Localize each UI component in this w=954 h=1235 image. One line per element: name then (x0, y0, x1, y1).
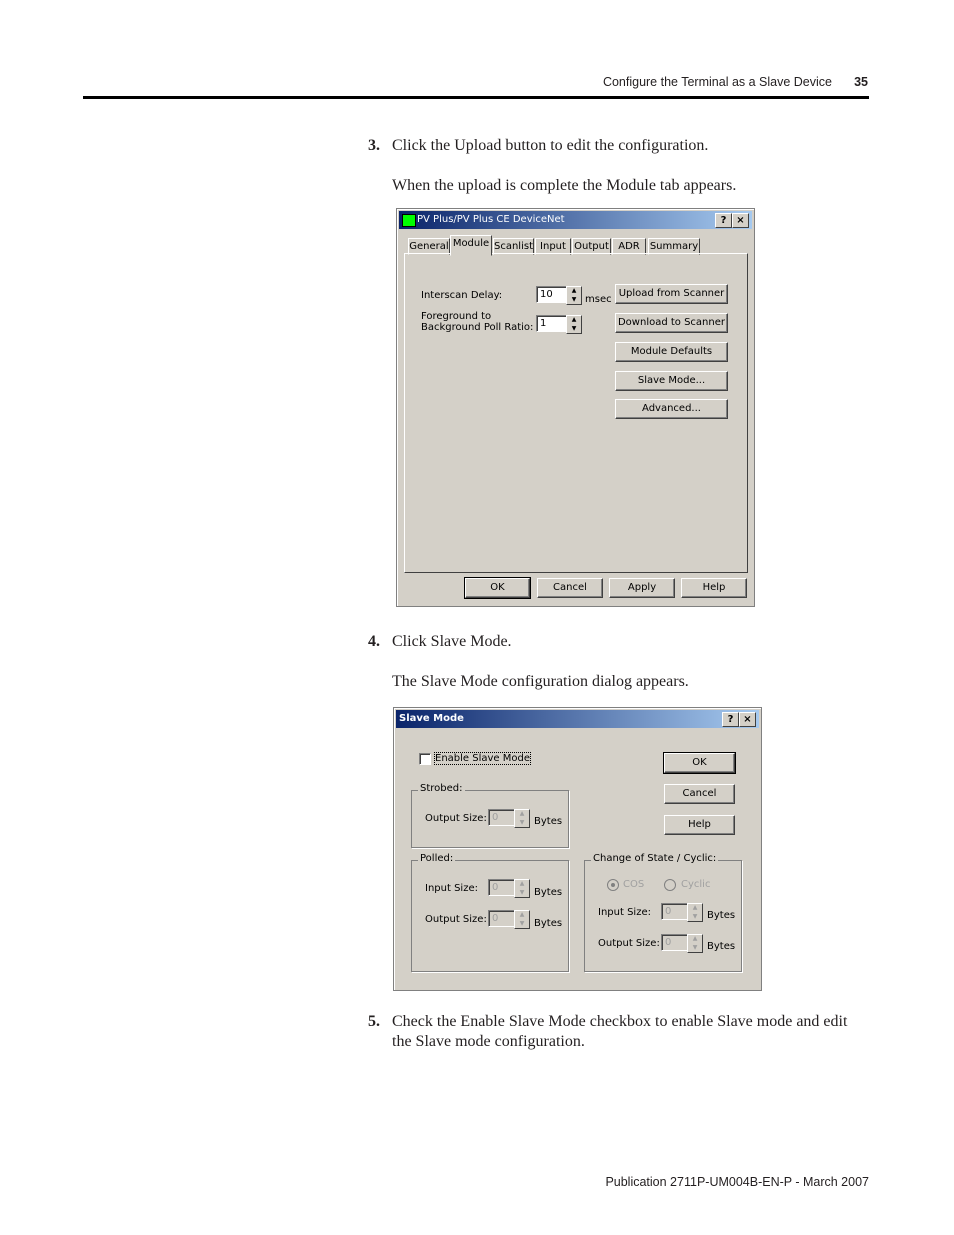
strobed-output-size-label: Output Size: (425, 813, 487, 824)
spin-down-icon[interactable]: ▼ (692, 943, 698, 951)
cos-output-size-input[interactable]: 0 (661, 934, 688, 951)
header-rule (83, 96, 869, 99)
strobed-output-spinner[interactable] (514, 809, 530, 828)
bytes-label: Bytes (534, 887, 563, 898)
cancel-button[interactable]: Cancel (664, 784, 735, 804)
dialog-title: Slave Mode (399, 713, 464, 724)
cos-input-spinner[interactable] (687, 903, 703, 922)
polled-group (411, 853, 569, 972)
slave-mode-button[interactable]: Slave Mode... (615, 371, 728, 391)
cos-radio[interactable] (607, 879, 619, 891)
help-icon[interactable]: ? (715, 213, 732, 228)
ok-button[interactable]: OK (465, 578, 530, 598)
app-icon (402, 214, 416, 227)
interscan-delay-input[interactable]: 10 (536, 286, 567, 303)
polled-output-spinner[interactable] (514, 910, 530, 929)
download-to-scanner-button[interactable]: Download to Scanner (615, 313, 728, 333)
strobed-output-size-input[interactable]: 0 (488, 809, 515, 826)
bytes-label: Bytes (707, 910, 736, 921)
enable-slave-mode-checkbox[interactable] (419, 753, 431, 765)
spin-up-icon[interactable]: ▲ (519, 911, 525, 918)
devicenet-dialog (396, 208, 755, 607)
bytes-label: Bytes (534, 918, 563, 929)
polled-title: Polled: (420, 853, 454, 864)
slave-mode-dialog (393, 707, 762, 991)
tab-summary[interactable]: Summary (648, 238, 700, 255)
module-tab-panel (404, 253, 748, 573)
cyclic-radio[interactable] (664, 879, 676, 891)
upload-from-scanner-button[interactable]: Upload from Scanner (615, 284, 728, 304)
step-number: 5. (368, 1013, 380, 1030)
advanced-button[interactable]: Advanced... (615, 399, 728, 419)
foreground-label: Foreground to (421, 311, 492, 322)
polled-input-spinner[interactable] (514, 879, 530, 898)
step-4-note: The Slave Mode configuration dialog appears. (392, 673, 689, 690)
step-number: 3. (368, 137, 380, 154)
tab-output[interactable]: Output (572, 238, 611, 255)
cos-output-spinner[interactable] (687, 934, 703, 953)
dialog-titlebar (396, 710, 759, 728)
polled-input-size-label: Input Size: (425, 883, 478, 894)
tab-scanlist[interactable]: Scanlist (493, 238, 534, 255)
cyclic-radio-label: Cyclic (681, 879, 711, 890)
poll-ratio-spinner[interactable] (566, 315, 582, 334)
spin-down-icon[interactable]: ▼ (519, 919, 525, 927)
spin-up-icon[interactable]: ▲ (692, 935, 698, 942)
help-button[interactable]: Help (681, 578, 747, 598)
close-icon[interactable]: × (739, 712, 756, 727)
polled-input-size-input[interactable]: 0 (488, 879, 515, 896)
spin-down-icon[interactable]: ▼ (692, 912, 698, 920)
msec-label: msec (585, 294, 612, 305)
page-number: 35 (854, 75, 868, 89)
publication-footer: Publication 2711P-UM004B-EN-P - March 2007 (605, 1175, 869, 1189)
step-text: Check the Enable Slave Mode checkbox to enable Slave mode and edit the Slave mode configuration. (392, 1013, 848, 1050)
step-text: Click Slave Mode. (392, 633, 512, 650)
spin-down-icon[interactable]: ▼ (519, 818, 525, 826)
close-icon[interactable]: × (732, 213, 749, 228)
spin-up-icon[interactable]: ▲ (692, 904, 698, 911)
apply-button[interactable]: Apply (609, 578, 675, 598)
running-header: Configure the Terminal as a Slave Device (602, 75, 832, 89)
spin-up-icon[interactable]: ▲ (571, 287, 577, 294)
strobed-group (411, 783, 569, 848)
cos-cyclic-group (584, 853, 742, 972)
module-defaults-button[interactable]: Module Defaults (615, 342, 728, 362)
bytes-label: Bytes (707, 941, 736, 952)
cos-input-size-label: Input Size: (598, 907, 651, 918)
dialog-title: PV Plus/PV Plus CE DeviceNet (417, 214, 565, 225)
step-number: 4. (368, 633, 380, 650)
step-3-note: When the upload is complete the Module tab appears. (392, 177, 737, 194)
cancel-button[interactable]: Cancel (537, 578, 603, 598)
spin-up-icon[interactable]: ▲ (519, 810, 525, 817)
poll-ratio-label: Background Poll Ratio: (421, 322, 534, 333)
spin-down-icon[interactable]: ▼ (519, 888, 525, 896)
strobed-title: Strobed: (420, 783, 463, 794)
bytes-label: Bytes (534, 816, 563, 827)
cos-cyclic-title: Change of State / Cyclic: (593, 853, 717, 864)
tab-general[interactable]: General (408, 238, 450, 255)
spin-down-icon[interactable]: ▼ (571, 324, 577, 332)
enable-slave-mode-label[interactable]: Enable Slave Mode (435, 753, 530, 764)
spin-up-icon[interactable]: ▲ (519, 880, 525, 887)
cos-output-size-label: Output Size: (598, 938, 660, 949)
help-button[interactable]: Help (664, 815, 735, 835)
ok-button[interactable]: OK (664, 753, 735, 773)
tab-input[interactable]: Input (535, 238, 571, 255)
spin-down-icon[interactable]: ▼ (571, 295, 577, 303)
poll-ratio-input[interactable]: 1 (536, 315, 567, 332)
polled-output-size-input[interactable]: 0 (488, 910, 515, 927)
dialog-titlebar (399, 211, 752, 229)
step-text: Click the Upload button to edit the configuration. (392, 137, 709, 154)
tab-adr[interactable]: ADR (612, 238, 646, 255)
help-icon[interactable]: ? (722, 712, 739, 727)
polled-output-size-label: Output Size: (425, 914, 487, 925)
tab-module[interactable]: Module (450, 235, 492, 256)
interscan-delay-spinner[interactable] (566, 286, 582, 305)
interscan-delay-label: Interscan Delay: (421, 290, 503, 301)
cos-radio-label: COS (623, 879, 645, 890)
spin-up-icon[interactable]: ▲ (571, 316, 577, 323)
cos-input-size-input[interactable]: 0 (661, 903, 688, 920)
